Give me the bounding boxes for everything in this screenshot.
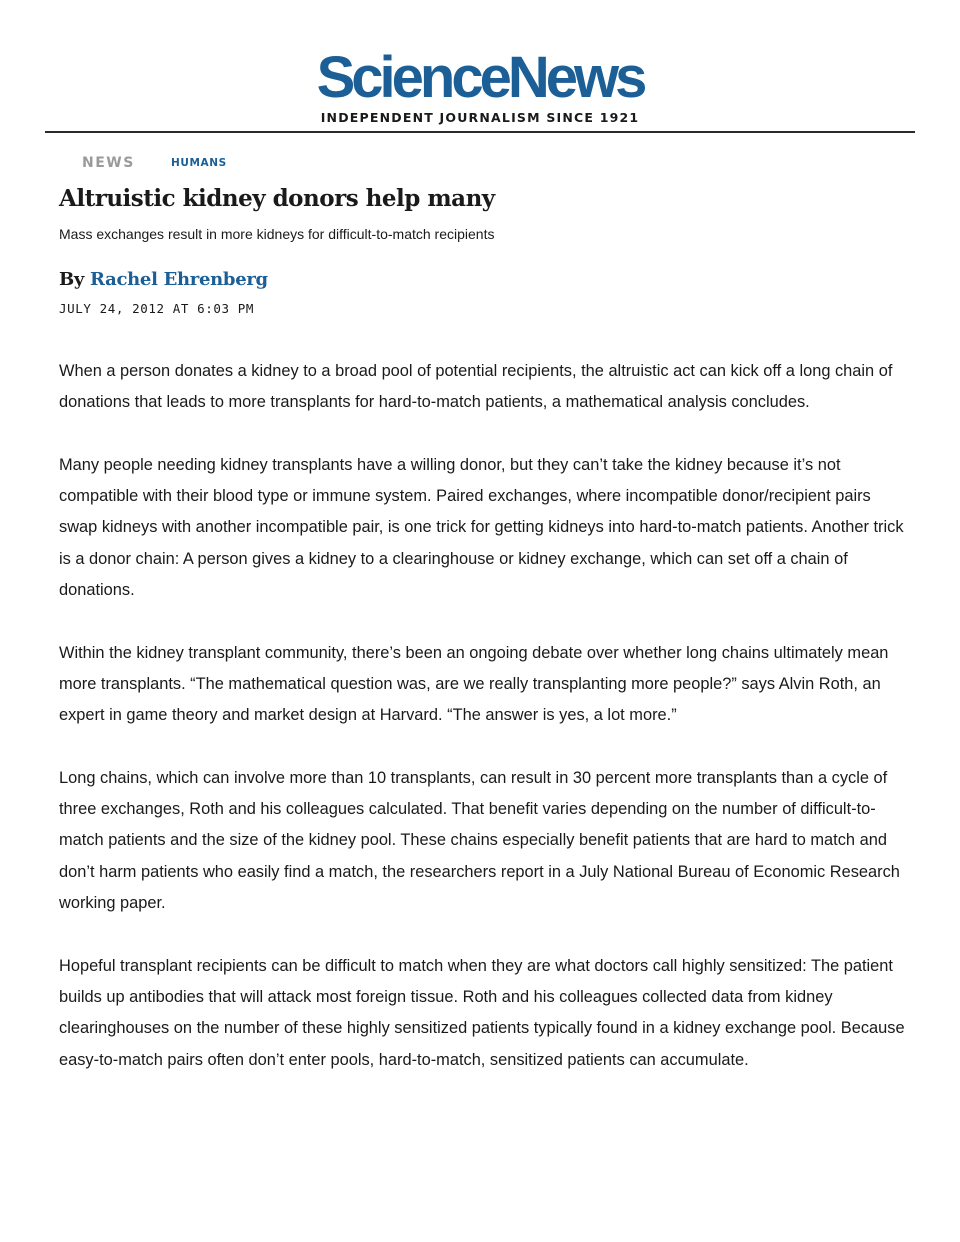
article-headline: Altruistic kidney donors help many xyxy=(59,185,495,212)
byline-prefix: By xyxy=(59,269,85,290)
body-paragraph: When a person donates a kidney to a broad pool of potential recipients, the altruistic act can kick off a long chain of donations that leads to more transplants for hard-to-match patients, a mathematical analysis concludes. xyxy=(59,362,893,412)
publish-date: JULY 24, 2012 AT 6:03 PM xyxy=(59,301,255,316)
topic-link-humans[interactable]: HUMANS xyxy=(171,157,227,169)
body-paragraph: Within the kidney transplant community, there’s been an ongoing debate over whether long chains ultimately mean more transplants. “The mathematical question was, are we really transplanting more people?” says Alvin Roth, an expert in game theory and market design at Harvard. “The answer is yes, a lot more.” xyxy=(59,643,889,725)
article-body xyxy=(59,356,911,1107)
body-paragraph: Long chains, which can involve more than 10 transplants, can result in 30 percent more transplants than a cycle of three exchanges, Roth and his colleagues calculated. That benefit varies depending on the number of difficult-to-match patients and the size of the kidney pool. These chains especially benefit patients that are hard to match and don’t harm patients who easily find a match, the researchers report in a July National Bureau of Economic Research working paper. xyxy=(59,768,900,913)
body-paragraph: Hopeful transplant recipients can be difficult to match when they are what doctors call highly sensitized: The patient builds up antibodies that will attack most foreign tissue. Roth and his colleagues collected data from kidney clearinghouses on the number of these highly sensitized patients typically found in a kidney exchange pool. Because easy-to-match pairs often don’t enter pools, hard-to-match, sensitized patients can accumulate. xyxy=(59,956,905,1069)
byline xyxy=(59,267,268,293)
section-kicker: NEWS xyxy=(82,155,135,171)
masthead-divider xyxy=(45,131,915,133)
body-paragraph: Many people needing kidney transplants have a willing donor, but they can’t take the kidney because it’s not compatible with their blood type or immune system. Paired exchanges, where incompatible donor/recipient pairs swap kidneys with another incompatible pair, is one trick for getting kidneys into hard-to-match patients. Another trick is a donor chain: A person gives a kidney to a clearinghouse or kidney exchange, which can set off a chain of donations. xyxy=(59,455,904,600)
sciencenews-logo[interactable]: ScienceNews xyxy=(316,45,644,110)
masthead xyxy=(0,45,960,125)
article-dek: Mass exchanges result in more kidneys for difficult-to-match recipients xyxy=(59,226,495,242)
author-link[interactable]: Rachel Ehrenberg xyxy=(90,269,268,290)
masthead-tagline: INDEPENDENT JOURNALISM SINCE 1921 xyxy=(320,110,640,125)
